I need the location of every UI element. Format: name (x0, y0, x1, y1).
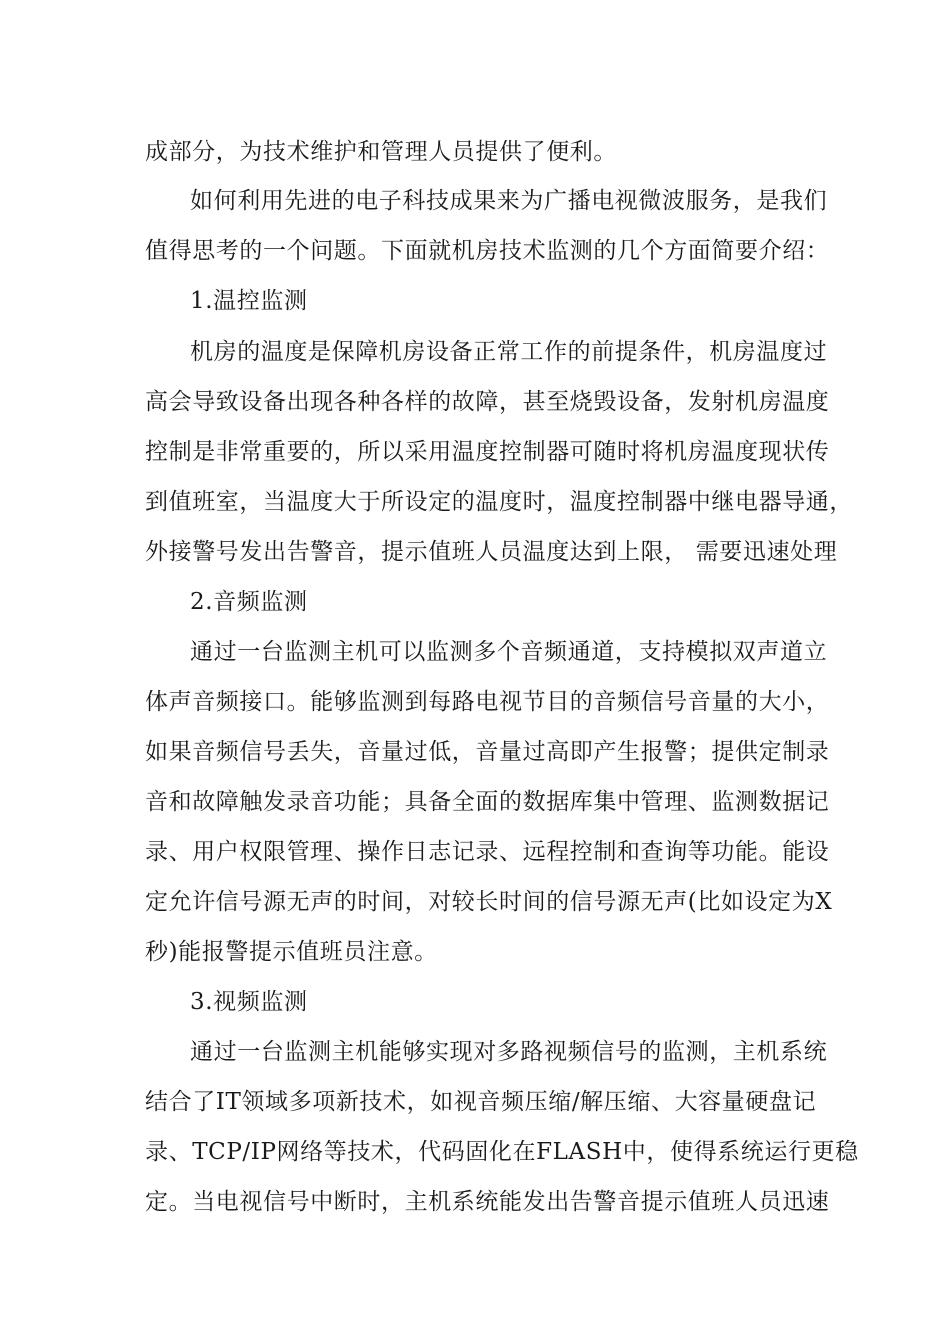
paragraph-line: 成部分，为技术维护和管理人员提供了便利。 (145, 139, 617, 165)
paragraph-line: 音和故障触发录音功能；具备全面的数据库集中管理、监测数据记 (145, 789, 830, 815)
paragraph-line: 值得思考的一个问题。下面就机房技术监测的几个方面简要介绍： (145, 238, 830, 264)
paragraph-line: 秒)能报警提示值班员注意。 (145, 939, 438, 965)
paragraph-line: 体声音频接口。能够监测到每路电视节目的音频信号音量的大小， (145, 689, 830, 715)
paragraph-line: 外接警号发出告警音，提示值班人员温度达到上限， 需要迅速处理 (145, 539, 838, 565)
paragraph-line: 通过一台监测主机能够实现对多路视频信号的监测，主机系统 (190, 1039, 828, 1065)
paragraph-line: 控制是非常重要的，所以采用温度控制器可随时将机房温度现状传 (145, 439, 830, 465)
paragraph-line: 高会导致设备出现各种各样的故障，甚至烧毁设备，发射机房温度 (145, 389, 830, 415)
section-heading-audio: 2.音频监测 (190, 589, 308, 615)
paragraph-line: 如何利用先进的电子科技成果来为广播电视微波服务，是我们 (190, 188, 828, 214)
paragraph-line: 通过一台监测主机可以监测多个音频通道，支持模拟双声道立 (190, 639, 828, 665)
paragraph-line: 录、TCP/IP网络等技术，代码固化在FLASH中，使得系统运行更稳 (145, 1139, 859, 1165)
paragraph-line: 如果音频信号丢失，音量过低，音量过高即产生报警；提供定制录 (145, 739, 830, 765)
paragraph-line: 到值班室，当温度大于所设定的温度时，温度控制器中继电器导通， (145, 489, 853, 515)
paragraph-line: 定允许信号源无声的时间，对较长时间的信号源无声(比如设定为X (145, 889, 833, 915)
paragraph-line: 定。当电视信号中断时，主机系统能发出告警音提示值班人员迅速 (145, 1189, 830, 1215)
section-heading-video: 3.视频监测 (190, 989, 308, 1015)
paragraph-line: 结合了IT领域多项新技术，如视音频压缩/解压缩、大容量硬盘记 (145, 1089, 817, 1115)
section-heading-temperature: 1.温控监测 (190, 288, 308, 314)
paragraph-line: 录、用户权限管理、操作日志记录、远程控制和查询等功能。能设 (145, 839, 830, 865)
paragraph-line: 机房的温度是保障机房设备正常工作的前提条件，机房温度过 (190, 339, 828, 365)
